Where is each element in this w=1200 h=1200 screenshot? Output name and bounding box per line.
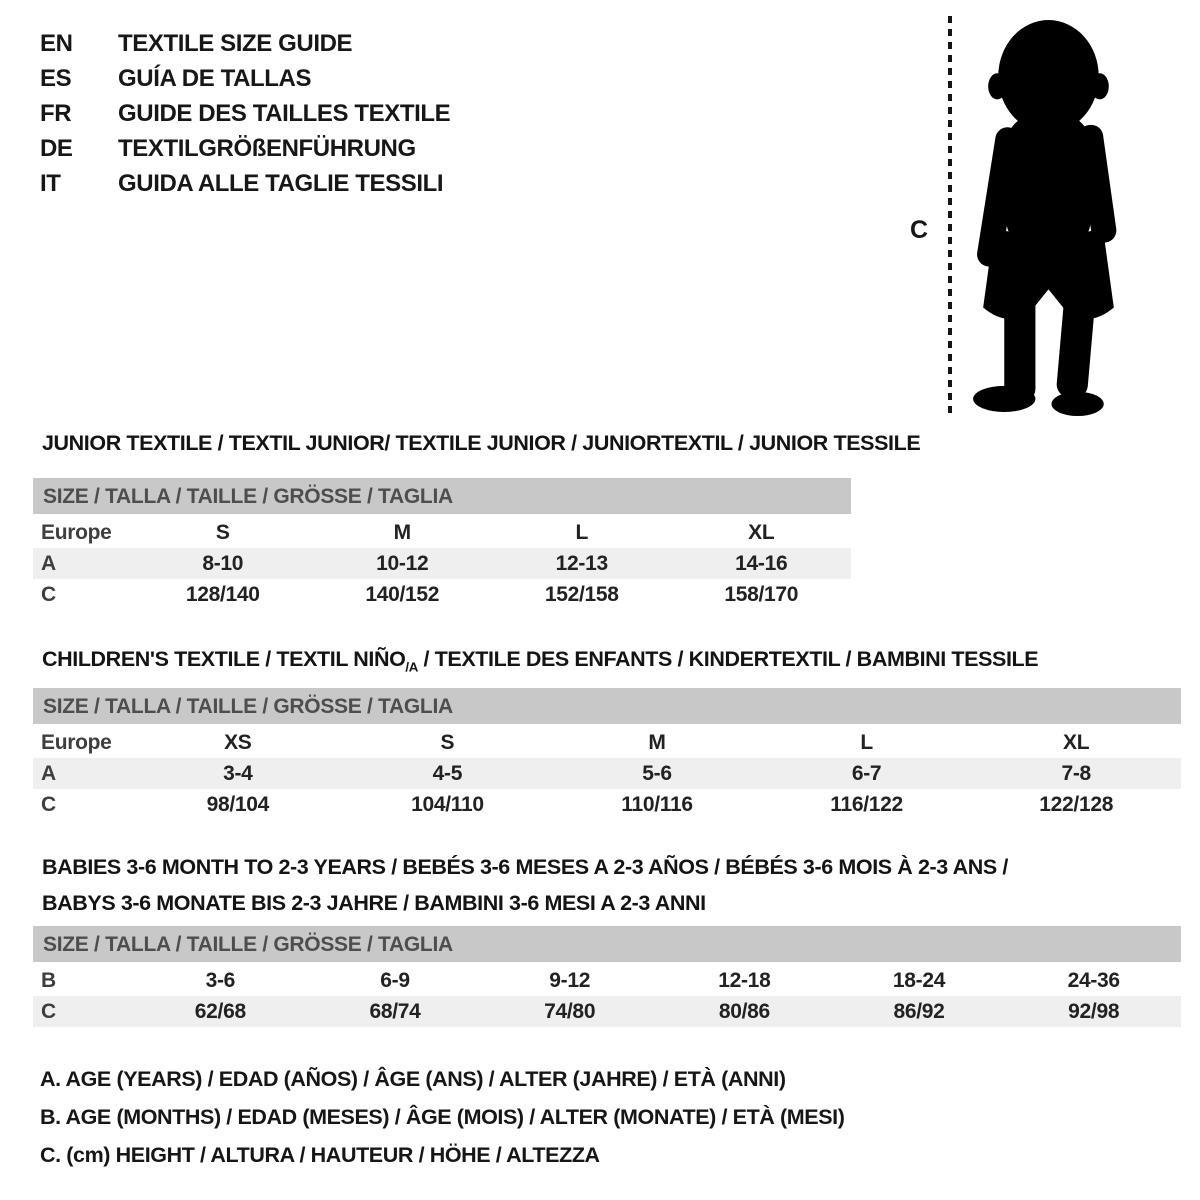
table-cell: L xyxy=(575,520,589,544)
table-cell: XL xyxy=(1063,730,1090,754)
language-row xyxy=(40,26,450,61)
toddler-silhouette-icon xyxy=(963,14,1141,416)
table-row-c xyxy=(33,789,1181,820)
height-measure-label: C xyxy=(910,216,929,244)
table-cell: 68/74 xyxy=(369,999,421,1023)
language-title: GUÍA DE TALLAS xyxy=(118,64,312,92)
children-heading-part1: CHILDREN'S TEXTILE / TEXTIL NIÑO xyxy=(42,647,406,671)
table-cell: XL xyxy=(748,520,775,544)
table-cell: 74/80 xyxy=(544,999,596,1023)
junior-section-heading: JUNIOR TEXTILE / TEXTIL JUNIOR/ TEXTILE JUNIOR / JUNIORTEXTIL / JUNIOR TESSILE xyxy=(42,431,921,455)
legend-line-b: B. AGE (MONTHS) / EDAD (MESES) / ÂGE (MOIS) / ALTER (MONATE) / ETÀ (MESI) xyxy=(40,1105,845,1129)
babies-heading-line1: BABIES 3-6 MONTH TO 2-3 YEARS / BEBÉS 3-6 MESES A 2-3 AÑOS / BÉBÉS 3-6 MOIS À 2-3 ANS / xyxy=(42,855,1008,879)
row-label: A xyxy=(41,551,56,575)
table-cell: 116/122 xyxy=(830,792,903,816)
table-cell: 12-13 xyxy=(555,551,608,575)
children-heading-part2: / TEXTILE DES ENFANTS / KINDERTEXTIL / BAMBINI TESSILE xyxy=(417,647,1039,671)
table-row-a xyxy=(33,548,851,579)
table-cell: M xyxy=(393,520,411,544)
table-cell: 62/68 xyxy=(194,999,246,1023)
table-cell: 4-5 xyxy=(432,761,463,785)
legend-line-a: A. AGE (YEARS) / EDAD (AÑOS) / ÂGE (ANS) / ALTER (JAHRE) / ETÀ (ANNI) xyxy=(40,1067,786,1091)
table-cell: 128/140 xyxy=(185,582,260,606)
babies-heading-line2: BABYS 3-6 MONATE BIS 2-3 JAHRE / BAMBINI 3-6 MESI A 2-3 ANNI xyxy=(42,891,706,915)
table-cell: 104/110 xyxy=(411,792,484,816)
language-title: TEXTILGRÖßENFÜHRUNG xyxy=(118,134,416,162)
language-code: DE xyxy=(40,134,73,162)
babies-size-table xyxy=(33,926,1181,1027)
language-title: TEXTILE SIZE GUIDE xyxy=(118,29,353,57)
size-header-band: SIZE / TALLA / TAILLE / GRÖSSE / TAGLIA xyxy=(33,926,1181,962)
height-measure-line xyxy=(948,16,952,416)
table-cell: 6-9 xyxy=(380,968,410,992)
table-row-b xyxy=(33,965,1181,996)
children-heading-sub: /A xyxy=(405,659,418,675)
table-cell: 86/92 xyxy=(893,999,945,1023)
babies-section-heading xyxy=(42,849,1008,921)
row-label: Europe xyxy=(41,730,112,754)
table-cell: 98/104 xyxy=(206,792,270,816)
language-title-list xyxy=(40,26,450,201)
language-code: EN xyxy=(40,29,73,57)
language-title: GUIDE DES TAILLES TEXTILE xyxy=(118,99,451,127)
legend xyxy=(40,1060,845,1174)
table-cell: S xyxy=(440,730,455,754)
table-cell: 12-18 xyxy=(718,968,771,992)
language-row xyxy=(40,96,450,131)
row-label: C xyxy=(41,999,56,1023)
language-code: FR xyxy=(40,99,72,127)
row-label: C xyxy=(41,792,56,816)
size-header-band: SIZE / TALLA / TAILLE / GRÖSSE / TAGLIA xyxy=(33,478,851,514)
row-label: Europe xyxy=(41,520,112,544)
table-cell: XS xyxy=(224,730,252,754)
table-cell: 152/158 xyxy=(544,582,619,606)
table-cell: 6-7 xyxy=(851,761,882,785)
table-cell: M xyxy=(648,730,666,754)
legend-line-c: C. (cm) HEIGHT / ALTURA / HAUTEUR / HÖHE / ALTEZZA xyxy=(40,1143,600,1167)
table-cell: 18-24 xyxy=(892,968,946,992)
table-cell: S xyxy=(215,520,230,544)
table-cell: 8-10 xyxy=(202,551,244,575)
children-section-heading xyxy=(42,647,1038,674)
row-label: B xyxy=(41,968,56,992)
table-cell: 3-4 xyxy=(223,761,253,785)
table-row-c xyxy=(33,579,851,610)
row-label: C xyxy=(41,582,56,606)
table-row-europe xyxy=(33,517,851,548)
table-cell: 10-12 xyxy=(376,551,429,575)
table-cell: 110/116 xyxy=(621,792,693,816)
table-row-a xyxy=(33,758,1181,789)
table-row-europe xyxy=(33,727,1181,758)
language-row xyxy=(40,131,450,166)
table-cell: 14-16 xyxy=(735,551,788,575)
size-header-band: SIZE / TALLA / TAILLE / GRÖSSE / TAGLIA xyxy=(33,688,1181,724)
junior-size-table xyxy=(33,478,851,610)
language-row xyxy=(40,166,450,201)
table-cell: 5-6 xyxy=(642,761,672,785)
row-label: A xyxy=(41,761,56,785)
table-row-c xyxy=(33,996,1181,1027)
children-size-table xyxy=(33,688,1181,820)
language-code: ES xyxy=(40,64,72,92)
table-cell: 80/86 xyxy=(718,999,770,1023)
table-cell: 7-8 xyxy=(1061,761,1091,785)
table-cell: 158/170 xyxy=(724,582,799,606)
table-cell: 122/128 xyxy=(1039,792,1114,816)
table-cell: 3-6 xyxy=(205,968,236,992)
table-cell: 24-36 xyxy=(1067,968,1120,992)
table-cell: 140/152 xyxy=(365,582,440,606)
language-row xyxy=(40,61,450,96)
table-cell: L xyxy=(860,730,873,754)
table-cell: 92/98 xyxy=(1068,999,1120,1023)
language-title: GUIDA ALLE TAGLIE TESSILI xyxy=(118,169,444,197)
table-cell: 9-12 xyxy=(549,968,591,992)
language-code: IT xyxy=(40,169,61,197)
